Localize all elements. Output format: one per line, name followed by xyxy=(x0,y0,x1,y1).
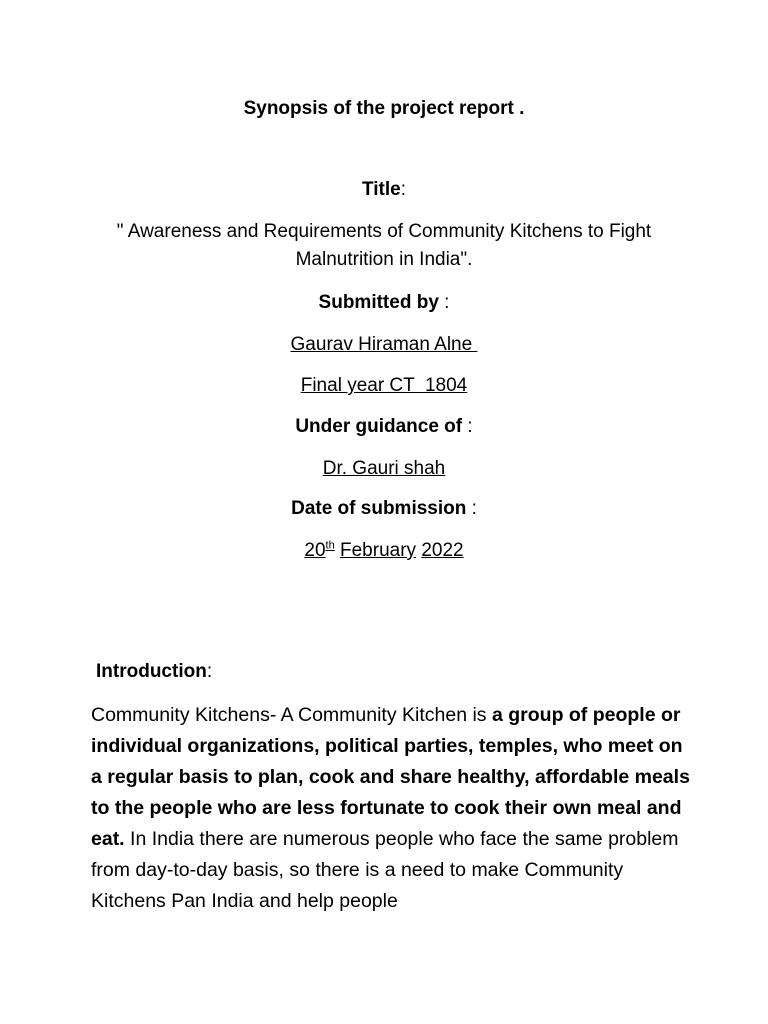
guide-name-line xyxy=(0,455,768,483)
report-heading: Synopsis of the project report . xyxy=(243,98,525,119)
guidance-line: Under guidance of : xyxy=(295,416,473,437)
project-title: " Awareness and Requirements of Community Kitchens to Fight Malnutrition in India". xyxy=(116,221,652,270)
student-year-line xyxy=(0,372,768,400)
introduction-paragraph: Community Kitchens- A Community Kitchen is a group of people or individual organizations, political parties, temples, who meet on a regular basis to plan, cook and share healthy, affordable meals to the people who are less fortunate to cook their own meal and eat. In India there are numerous people who face the same problem from day-to-day basis, so there is a need to make Community Kitchens Pan India and help people xyxy=(91,704,690,912)
student-year: Final year CT 1804 xyxy=(300,375,468,396)
submission-date: 20th February 2022 xyxy=(304,539,464,561)
guide-name: Dr. Gauri shah xyxy=(322,458,446,479)
submitted-by-label: Submitted by xyxy=(318,292,439,313)
student-name: Gaurav Hiraman Alne xyxy=(290,334,478,355)
title-label-line: Title: xyxy=(362,179,406,200)
submitted-by-line: Submitted by : xyxy=(318,292,450,313)
date-label: Date of submission xyxy=(291,498,467,519)
introduction-heading: Introduction: xyxy=(96,661,213,682)
date-label-line: Date of submission : xyxy=(291,498,477,519)
student-name-line xyxy=(0,331,768,359)
guidance-label: Under guidance of xyxy=(295,416,463,437)
title-label: Title xyxy=(362,179,401,200)
